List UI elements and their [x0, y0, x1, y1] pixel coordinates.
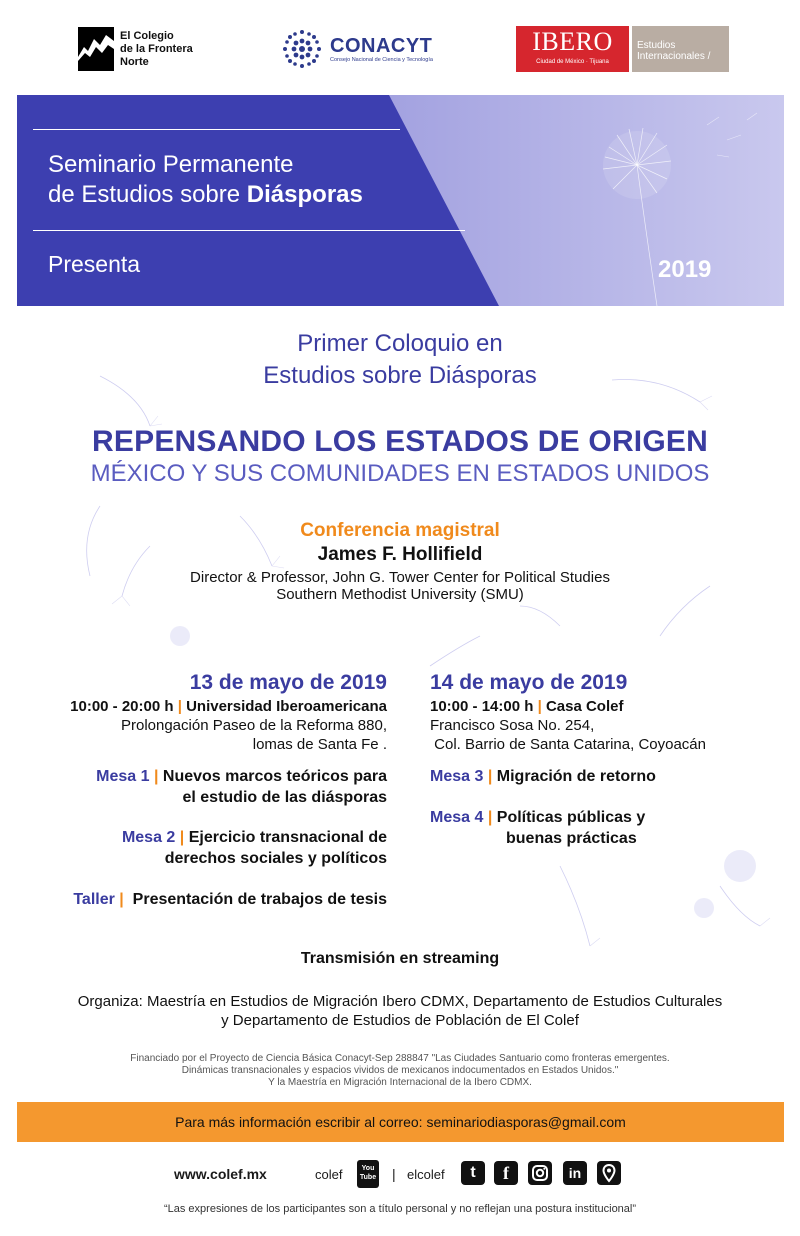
streaming-notice: Transmisión en streaming: [300, 950, 500, 967]
session-mesa2: [122, 827, 387, 869]
mesa4-line2: buenas prácticas: [506, 830, 637, 847]
day2-location: [430, 697, 706, 754]
session-taller: [73, 889, 387, 910]
main-headline: REPENSANDO LOS ESTADOS DE ORIGEN: [92, 425, 708, 458]
mesa1-line1: Nuevos marcos teóricos para: [162, 768, 387, 785]
day2-address2: Col. Barrio de Santa Catarina, Coyoacán: [430, 736, 706, 753]
seminar-title-line2: [48, 180, 363, 210]
mesa2-line2: derechos sociales y políticos: [164, 850, 387, 867]
coloquio-line1: Primer Coloquio en: [297, 330, 503, 357]
organiza-line1: Organiza: Maestría en Estudios de Migración Ibero CDMX, Departamento de Estudios Culturales: [77, 993, 723, 1010]
conacyt-subtitle: Consejo Nacional de Ciencia y Tecnología: [330, 56, 433, 63]
day1-location: [70, 697, 387, 754]
estudios-internacionales-label: [632, 26, 729, 72]
day1-time: 10:00 - 20:00 h: [70, 698, 174, 715]
presenta-label: Presenta: [48, 251, 141, 277]
day1-address2: lomas de Santa Fe .: [252, 736, 387, 753]
organiza-line2: y Departamento de Estudios de Población de El Colef: [221, 1012, 579, 1029]
mesa3-pipe: |: [487, 768, 493, 785]
financiado-line1: Financiado por el Proyecto de Ciencia Básica Conacyt-Sep 288847 "Las Ciudades Santuario como fronteras emergentes.: [130, 1053, 670, 1064]
mesa4-label: Mesa 4: [430, 809, 484, 826]
mesa3-line1: Migración de retorno: [496, 768, 656, 785]
taller-pipe: |: [119, 891, 124, 908]
youtube-handle: colef: [315, 1167, 343, 1182]
twitter-icon[interactable]: t: [461, 1161, 485, 1185]
affiliation-line2: Southern Methodist University (SMU): [276, 586, 524, 603]
youtube-icon-line2: Tube: [359, 1174, 377, 1181]
mesa3-label: Mesa 3: [430, 768, 484, 785]
financiado-line3: Y la Maestría en Migración Internacional de la Ibero CDMX.: [268, 1077, 532, 1088]
day1-venue: Universidad Iberoamericana: [186, 698, 387, 715]
seminar-banner: [17, 95, 784, 306]
seminar-title-bold: Diásporas: [246, 181, 363, 208]
social-handle: elcolef: [407, 1167, 445, 1182]
ibero-name: IBERO: [532, 27, 613, 56]
youtube-icon[interactable]: [357, 1160, 379, 1188]
youtube-icon-line1: You: [361, 1165, 375, 1172]
disclaimer: “Las expresiones de los participantes son a título personal y no reflejan una postura institucional”: [163, 1203, 637, 1215]
ibero-subtitle: Ciudad de México · Tijuana: [536, 59, 609, 65]
mesa4-line1: Políticas públicas y: [496, 809, 646, 826]
mesa1-pipe: |: [153, 768, 159, 785]
day1-address1: Prolongación Paseo de la Reforma 880,: [120, 717, 387, 734]
footer: [0, 1158, 800, 1192]
session-mesa4: [430, 807, 645, 849]
mesa4-pipe: |: [487, 809, 493, 826]
organizers: [0, 992, 800, 1030]
session-mesa3: [430, 766, 656, 787]
seminar-title: [48, 150, 363, 210]
mesa2-pipe: |: [179, 829, 185, 846]
conacyt-dots-icon: [280, 27, 324, 71]
mesa2-line1: Ejercicio transnacional de: [188, 829, 387, 846]
banner-divider-top: [33, 129, 400, 130]
day2-time-venue: [430, 697, 706, 716]
banner-year: 2019: [658, 256, 712, 283]
day1-time-venue: [70, 697, 387, 716]
speaker-affiliation: [0, 569, 800, 603]
coloquio-title: [0, 328, 800, 392]
day2-time: 10:00 - 14:00 h: [430, 698, 534, 715]
ibero-logo: [516, 26, 736, 72]
day2-address1: Francisco Sosa No. 254,: [430, 717, 595, 734]
day2-venue: Casa Colef: [545, 698, 624, 715]
session-mesa1: [96, 766, 387, 808]
colef-mountain-icon: [78, 27, 114, 71]
taller-label: Taller: [73, 891, 115, 908]
ei-line1: Estudios: [637, 40, 676, 51]
funding-note: [0, 1053, 800, 1089]
floating-seeds-decoration: [0, 306, 800, 956]
taller-line1: Presentación de trabajos de tesis: [132, 891, 387, 908]
instagram-icon[interactable]: [528, 1161, 552, 1185]
speaker-name: James F. Hollifield: [317, 544, 483, 565]
conacyt-logo: [280, 26, 470, 72]
banner-divider-mid: [33, 230, 465, 231]
colef-logo: [78, 26, 238, 72]
colef-logo-line3: Norte: [120, 55, 149, 68]
website-link[interactable]: www.colef.mx: [174, 1166, 267, 1182]
footer-separator: |: [392, 1166, 396, 1182]
ei-line2: Internacionales /: [637, 51, 711, 62]
conacyt-name: CONACYT: [330, 34, 433, 57]
day2-date: 14 de mayo de 2019: [430, 671, 628, 694]
contact-info-bar: Para más información escribir al correo: seminariodiasporas@gmail.com: [17, 1102, 784, 1142]
linkedin-icon[interactable]: in: [563, 1161, 587, 1185]
conference-label: Conferencia magistral: [300, 520, 500, 541]
map-pin-icon[interactable]: [597, 1161, 621, 1185]
colef-logo-line2: de la Frontera: [120, 42, 193, 55]
day2-pipe: |: [537, 698, 542, 715]
seminar-title-regular: de Estudios sobre: [48, 181, 247, 208]
mesa2-label: Mesa 2: [121, 829, 176, 846]
seminar-title-line1: Seminario Permanente: [48, 151, 294, 178]
mesa1-label: Mesa 1: [96, 768, 150, 785]
colef-logo-line1: El Colegio: [120, 29, 174, 42]
mesa1-line2: el estudio de las diásporas: [182, 789, 387, 806]
day1-pipe: |: [177, 698, 182, 715]
coloquio-line2: Estudios sobre Diásporas: [263, 362, 537, 389]
affiliation-line1: Director & Professor, John G. Tower Center for Political Studies: [190, 569, 610, 586]
sub-headline: MÉXICO Y SUS COMUNIDADES EN ESTADOS UNIDOS: [90, 460, 710, 487]
financiado-line2: Dinámicas transnacionales y espacios vividos de mexicanos indocumentados en Estados Unidos.": [181, 1065, 619, 1076]
day1-date: 13 de mayo de 2019: [189, 671, 387, 694]
facebook-icon[interactable]: f: [494, 1161, 518, 1185]
